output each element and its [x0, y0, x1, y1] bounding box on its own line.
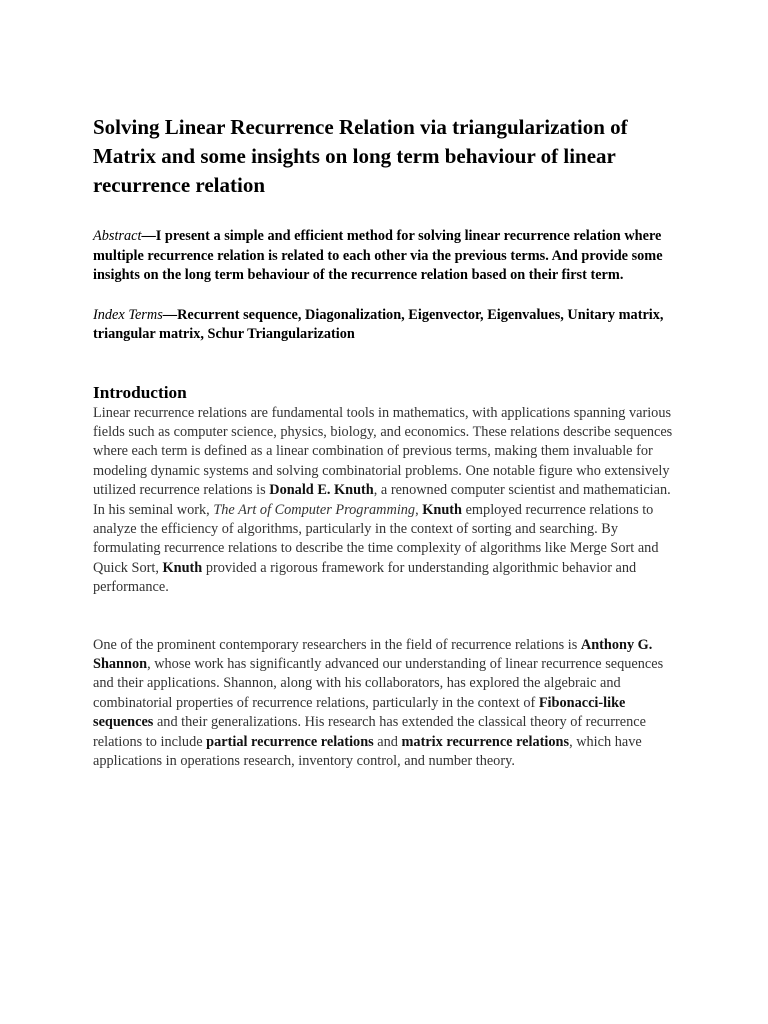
- italic-title: The Art of Computer Programming: [213, 501, 416, 518]
- paragraph-text: provided a rigorous framework for understanding algorithmic behavior and performance.: [93, 559, 637, 596]
- paragraph-text: ,: [415, 501, 423, 518]
- document-title: Solving Linear Recurrence Relation via triangularization of Matrix and some insights on long term behaviour of linear recurrence relation: [93, 115, 628, 197]
- bold-term: Donald E. Knuth: [269, 482, 374, 499]
- paragraph-text: employed recurrence relations to analyze the efficiency of algorithms, particularly in the context of sorting and searching. By formulating recurrence relations to describe the time complexity of algorithms like Merge Sort and Quick Sort,: [93, 501, 659, 576]
- bold-term: Anthony G. Shannon: [93, 636, 653, 672]
- paragraph-text: , a renowned computer scientist and mathematician. In his seminal work,: [93, 482, 671, 518]
- paragraph-text: One of the prominent contemporary researchers in the field of recurrence relations is: [93, 636, 581, 653]
- paragraph-text: and: [373, 733, 402, 750]
- bold-term: Knuth: [422, 501, 462, 518]
- index-terms-label: Index Terms: [93, 306, 163, 323]
- bold-term: matrix recurrence relations: [401, 733, 570, 750]
- document-page: [93, 113, 683, 771]
- index-terms-dash: —: [162, 306, 178, 323]
- abstract-dash: —: [141, 228, 156, 244]
- abstract-text: I present a simple and efficient method for solving linear recurrence relation where multiple recurrence relation is related to each other via the previous terms. And provide some insights on the long term behaviour of the recurrence relation based on their first term.: [93, 228, 663, 283]
- paragraph-text: , whose work has significantly advanced our understanding of linear recurrence sequences and their applications. Shannon, along with his collaborators, has explored the algebraic and combinatorial properties of recurrence relations, particularly in the context of: [93, 655, 664, 711]
- bold-term: partial recurrence relations: [206, 733, 374, 750]
- bold-term: Knuth: [162, 559, 203, 576]
- introduction-paragraph-2: [93, 636, 683, 772]
- index-terms: [93, 306, 683, 345]
- introduction-heading: Introduction: [93, 382, 187, 402]
- paragraph-text: , which have applications in operations research, inventory control, and number theory.: [93, 733, 642, 769]
- abstract: [93, 227, 683, 286]
- paragraph-text: and their generalizations. His research has extended the classical theory of recurrence relations to include: [93, 714, 646, 750]
- index-terms-text: Recurrent sequence, Diagonalization, Eigenvector, Eigenvalues, Unitary matrix, triangular matrix, Schur Triangularization: [93, 306, 664, 342]
- paragraph-text: Linear recurrence relations are fundamental tools in mathematics, with applications spanning various fields such as computer science, physics, biology, and economics. These relations describe sequences where each term is defined as a linear combination of previous terms, making them invaluable for modeling dynamic systems and solving combinatorial problems. One notable figure who extensively utilized recurrence relations is: [93, 404, 673, 499]
- introduction-paragraph-1: [93, 404, 683, 598]
- bold-term: Fibonacci-like sequences: [93, 694, 626, 731]
- abstract-label: Abstract: [93, 228, 142, 244]
